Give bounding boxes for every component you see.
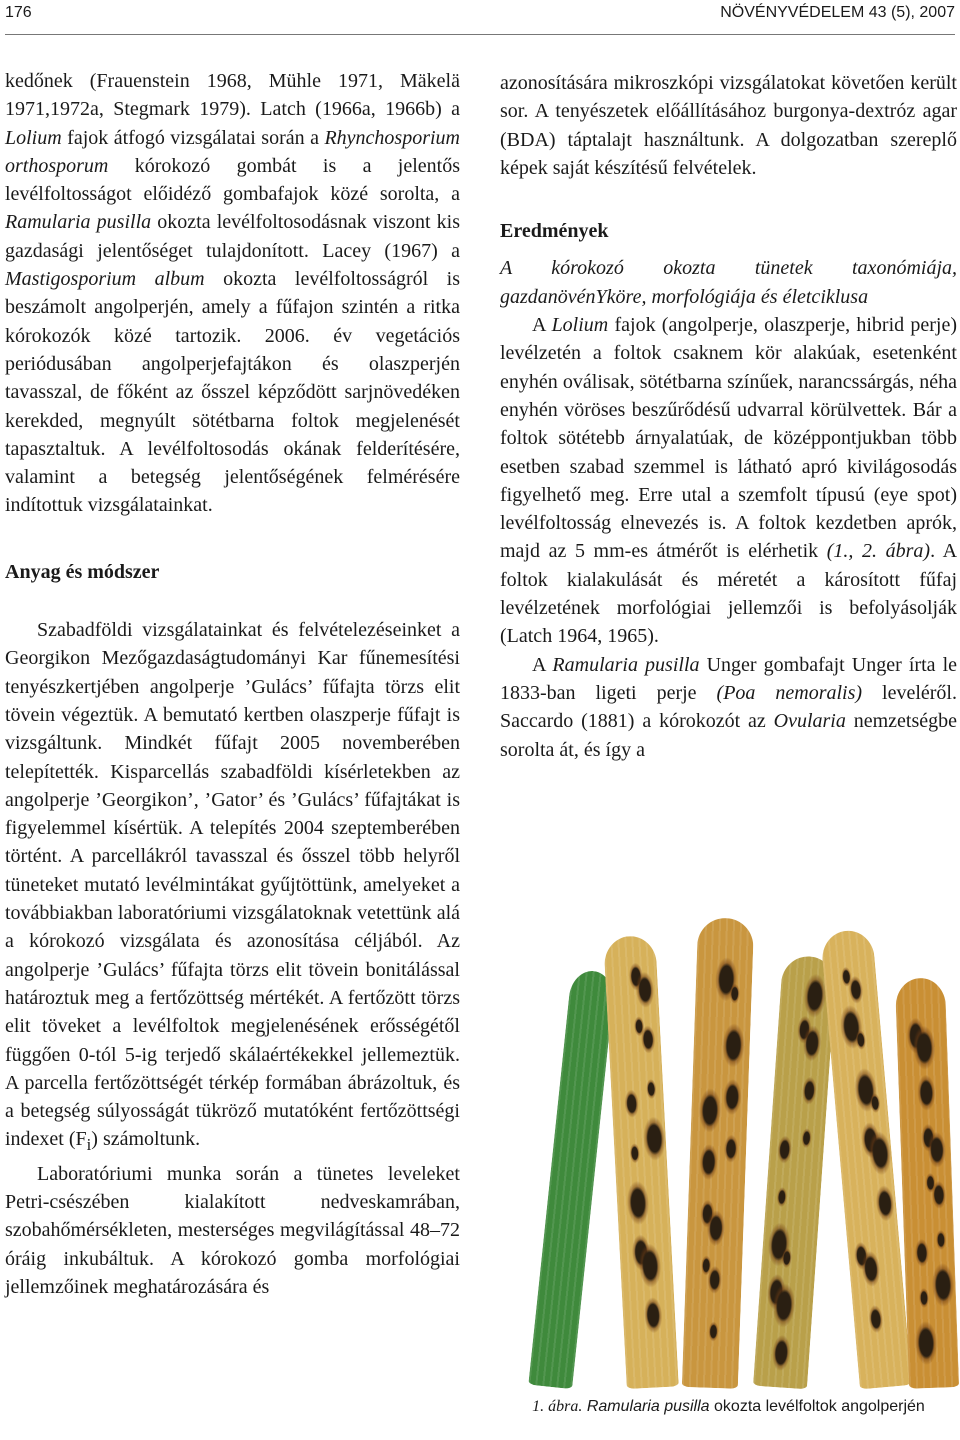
- methods-continuation-paragraph: azonosítására mikroszkópi vizsgálatokat követően került sor. A tenyészetek előállításához burgonya-dextróz agar (BDA) táptalajt használtunk. A dolgozatban szereplő képek saját készítésű felvételek.: [500, 72, 957, 179]
- figure-label: 1. ábra.: [532, 1398, 583, 1415]
- methods-paragraph-1: Szabadföldi vizsgálatainkat és felvételezéseinket a Georgikon Mezőgazdaságtudományi Kar fűnemesítési tenyészkertjében angolperje ’Gulács’ fűfajta törzs elit tövein végeztük. A bemutató kertben olaszperje fűfajt is vizsgáltunk. Mindkét fűfajt 2005 novemberében telepítették. Kisparcellás szabadföldi kísérletekben az angolperje ’Georgikon’, ’Gator’ és ’Gulács’ fűfajtákat is figyelemmel kísértük. A telepítés 2004 szeptemberében történt. A parcellákról tavasszal és ősszel több helyről tüneteket mutató levélmintákat gyűjtöttünk, amelyeket a továbbiakban laboratóriumi vizsgálatoknak vetettünk alá a kórokozó vizsgálata és azonosítása céljából. Az angolperje ’Gulács’ fűfajta törzs elit tövein bonitálással határoztuk meg a fertőzöttség mértékét. A fertőzött törzs elit töveket a levélfoltok megjelenésének erősségétől függően 0-tól 5-ig terjedő skálaértékekkel jellemeztük. A parcella fertőzöttségét térkép formában ábrázoltuk, és a betegség súlyosságát tükröző mutatóként fertőzöttségi indexet $(F_i)$ számoltunk.: [5, 619, 460, 1155]
- journal-citation: NÖVÉNYVÉDELEM 43 (5), 2007: [720, 4, 955, 21]
- leaf-3: [682, 917, 754, 1389]
- page-header: [5, 0, 955, 35]
- methods-paragraph-2: Laboratóriumi munka során a tünetes leveleket Petri-csészében kialakított nedveskamrában, szobahőmérsékleten, mesterséges megvilágítással 48–72 óráig inkubáltuk. A kórokozó gomba morfológiai jellemzőinek meghatározására és: [5, 1162, 460, 1298]
- figure-caption: [500, 1396, 957, 1417]
- results-paragraph-1: A Lolium fajok (angolperje, olaszperje, hibrid perje) levélzetén a foltok csaknem kör alakúak, esetenként enyhén oválisak, sötétbarna színűek, narancssárgás, néha enyhén vöröses beszűrődésű udvarral körülvettek. Bár a foltok sötétebb árnyalatúak, de középpontjukban több esetben szabad szemmel is látható apró kivilágosodás figyelhető meg. Erre utal a szemfolt típusú (eye spot) levélfoltosság elnevezés is. A foltok kezdetben aprók, majd az 5 mm-es átmérőt is elérhetik (1., 2. ábra). A foltok kialakulását és méretét a károsított fűfaj levélzetének morfológiai jellemzői is befolyásolják (Latch 1964, 1965).: [500, 314, 958, 648]
- leaf-2: [603, 935, 679, 1389]
- figure-caption-text: okozta levélfoltok angolperjén: [714, 1398, 925, 1415]
- figure-species: Ramularia pusilla: [586, 1398, 710, 1415]
- leaf-1: [528, 969, 615, 1389]
- section-heading-eredmenyek: Eredmények: [500, 220, 609, 243]
- left-column: [5, 67, 460, 1301]
- leaf-4: [753, 955, 837, 1390]
- right-column: [500, 69, 957, 764]
- page-number: 176: [5, 4, 32, 21]
- section-heading-anyag: Anyag és módszer: [5, 560, 160, 583]
- results-paragraph-2: A Ramularia pusilla Unger gombafajt Unger írta le 1833-ban ligeti perje (Poa nemoralis) leveléről. Saccardo (1881) a kórokozót az Ovularia nemzetségbe sorolta át, és így a: [500, 653, 958, 761]
- figure-leaf-photo: [540, 918, 960, 1388]
- intro-paragraph: kedőnek (Frauenstein 1968, Mühle 1971, Mäkelä 1971,1972a, Stegmark 1979). Latch (1966a, 1966b) a Lolium fajok átfogó vizsgálatai során a Rhynchosporium orthosporum kórokozó gombát is a jelentős levélfoltosságot előidéző gombafajok közé sorolta, a Ramularia pusilla okozta levélfoltosodásnak viszont kis gazdasági jelentőséget tulajdonított. Lacey (1967) a Mastigosporium album okozta levélfoltosságról is beszámolt angolperjén, amely a fűfajon szintén a ritka kórokozók közé tartozik. 2006. év vegetációs periódusában angolperjefajtákon és olaszperjén tavasszal, de főként az ősszel képződött sarjnövedéken kerekded, megnyúlt sötétbarna foltok megjelenését tapasztaltuk. A levélfoltosodás okának felderítésére, valamint a betegség jelentőségének felmérésére indítottuk vizsgálatainkat.: [5, 70, 461, 517]
- subsection-heading: A kórokozó okozta tünetek taxonómiája, gazdanövénYköre, morfológiája és életciklusa: [500, 257, 957, 308]
